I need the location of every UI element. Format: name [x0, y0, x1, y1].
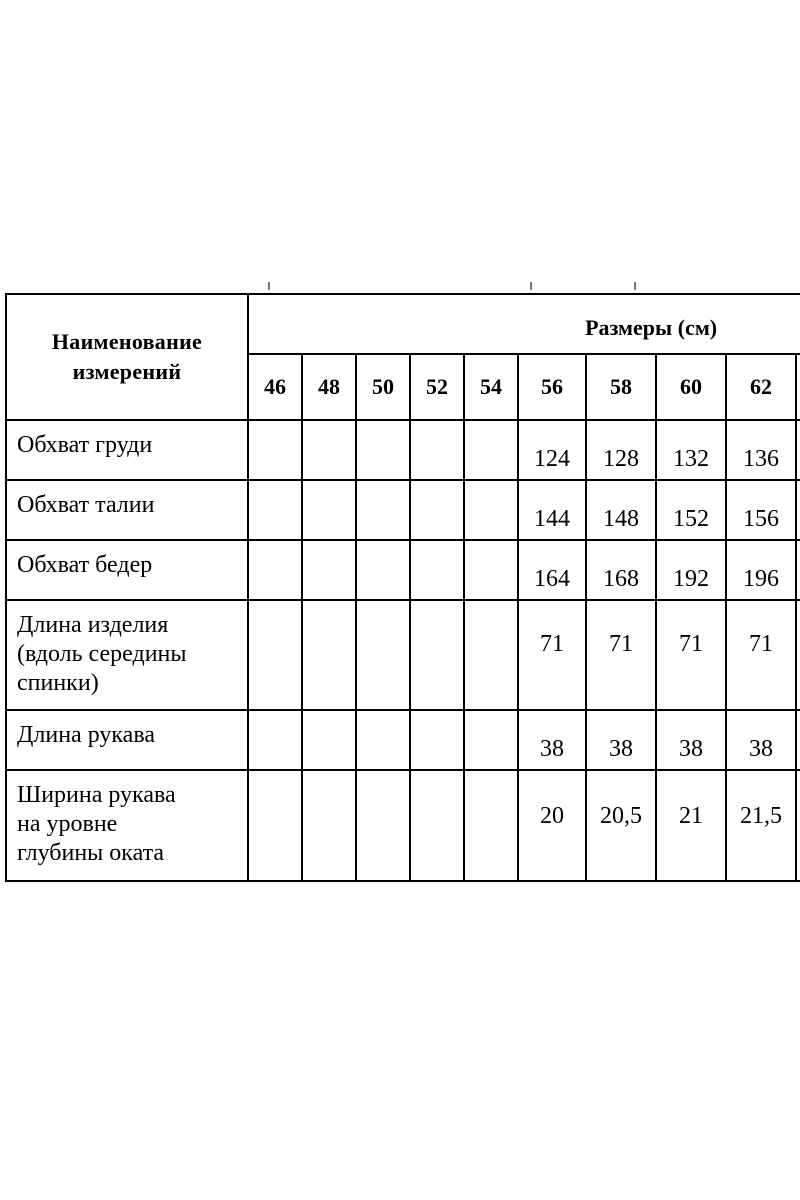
size-header-cell: 56	[518, 354, 586, 420]
scan-mark	[530, 282, 532, 290]
value-cell	[302, 770, 356, 881]
value-cell: 144	[518, 480, 586, 540]
value-cell: 71	[726, 600, 796, 710]
top-scan-artifacts	[0, 278, 800, 292]
row-label	[6, 480, 248, 540]
value-cell	[464, 770, 518, 881]
row-label-line: (вдоль середины	[17, 641, 187, 667]
value-cell: 192	[656, 540, 726, 600]
row-label	[6, 600, 248, 710]
value-cell-empty	[796, 770, 800, 881]
value-cell	[356, 770, 410, 881]
value-cell: 128	[586, 420, 656, 480]
row-label-line: Обхват талии	[17, 492, 155, 518]
value-cell: 38	[656, 710, 726, 770]
value-cell: 20,5	[586, 770, 656, 881]
table-row	[6, 480, 800, 540]
scan-mark	[634, 282, 636, 290]
value-cell: 38	[518, 710, 586, 770]
value-cell	[464, 600, 518, 710]
size-header-cell-empty	[796, 354, 800, 420]
value-cell	[410, 480, 464, 540]
value-cell: 38	[586, 710, 656, 770]
value-cell	[248, 480, 302, 540]
value-cell	[410, 710, 464, 770]
value-cell	[302, 480, 356, 540]
value-cell	[302, 600, 356, 710]
table-row	[6, 770, 800, 881]
value-cell	[356, 600, 410, 710]
row-label-line: Обхват груди	[17, 432, 153, 458]
value-cell-empty	[796, 540, 800, 600]
row-label	[6, 420, 248, 480]
value-cell-empty	[796, 480, 800, 540]
value-cell: 21,5	[726, 770, 796, 881]
size-header-cell: 48	[302, 354, 356, 420]
value-cell	[356, 710, 410, 770]
value-cell: 132	[656, 420, 726, 480]
header-line: Наименование	[51, 329, 203, 354]
value-cell	[248, 600, 302, 710]
size-header-cell: 52	[410, 354, 464, 420]
row-label	[6, 540, 248, 600]
size-header-cell: 62	[726, 354, 796, 420]
measurement-name-header	[6, 294, 248, 420]
header-row-title	[6, 294, 800, 354]
value-cell: 168	[586, 540, 656, 600]
value-cell	[248, 770, 302, 881]
table-row	[6, 540, 800, 600]
value-cell-empty	[796, 600, 800, 710]
value-cell: 152	[656, 480, 726, 540]
size-chart-table	[5, 293, 800, 882]
value-cell: 71	[586, 600, 656, 710]
value-cell	[410, 540, 464, 600]
table-row	[6, 420, 800, 480]
value-cell: 20	[518, 770, 586, 881]
row-label-line: Обхват бедер	[17, 552, 153, 578]
value-cell	[356, 420, 410, 480]
table-row	[6, 710, 800, 770]
value-cell	[464, 420, 518, 480]
value-cell	[356, 540, 410, 600]
table-row	[6, 600, 800, 710]
value-cell	[356, 480, 410, 540]
value-cell-empty	[796, 420, 800, 480]
value-cell	[410, 770, 464, 881]
value-cell	[410, 420, 464, 480]
value-cell: 124	[518, 420, 586, 480]
sizes-title: Размеры (см)	[248, 294, 800, 354]
value-cell	[410, 600, 464, 710]
row-label-line: спинки)	[17, 670, 99, 696]
value-cell-empty	[796, 710, 800, 770]
row-label	[6, 770, 248, 881]
value-cell	[302, 540, 356, 600]
row-label-line: Длина изделия	[17, 612, 169, 638]
value-cell	[248, 540, 302, 600]
value-cell: 21	[656, 770, 726, 881]
row-label-line: глубины оката	[17, 840, 165, 866]
value-cell: 196	[726, 540, 796, 600]
value-cell: 71	[656, 600, 726, 710]
row-label	[6, 710, 248, 770]
value-cell	[302, 420, 356, 480]
value-cell: 148	[586, 480, 656, 540]
value-cell: 164	[518, 540, 586, 600]
value-cell	[248, 420, 302, 480]
header-line: измерений	[72, 359, 182, 384]
value-cell	[464, 540, 518, 600]
value-cell: 71	[518, 600, 586, 710]
size-header-cell: 50	[356, 354, 410, 420]
size-header-cell: 46	[248, 354, 302, 420]
value-cell	[464, 480, 518, 540]
size-header-cell: 60	[656, 354, 726, 420]
value-cell: 38	[726, 710, 796, 770]
row-label-line: Ширина рукава	[17, 782, 176, 808]
value-cell	[464, 710, 518, 770]
value-cell	[248, 710, 302, 770]
value-cell	[302, 710, 356, 770]
value-cell: 136	[726, 420, 796, 480]
row-label-line: Длина рукава	[17, 722, 155, 748]
value-cell: 156	[726, 480, 796, 540]
scan-mark	[268, 282, 270, 290]
size-header-cell: 58	[586, 354, 656, 420]
row-label-line: на уровне	[17, 811, 118, 837]
size-header-cell: 54	[464, 354, 518, 420]
